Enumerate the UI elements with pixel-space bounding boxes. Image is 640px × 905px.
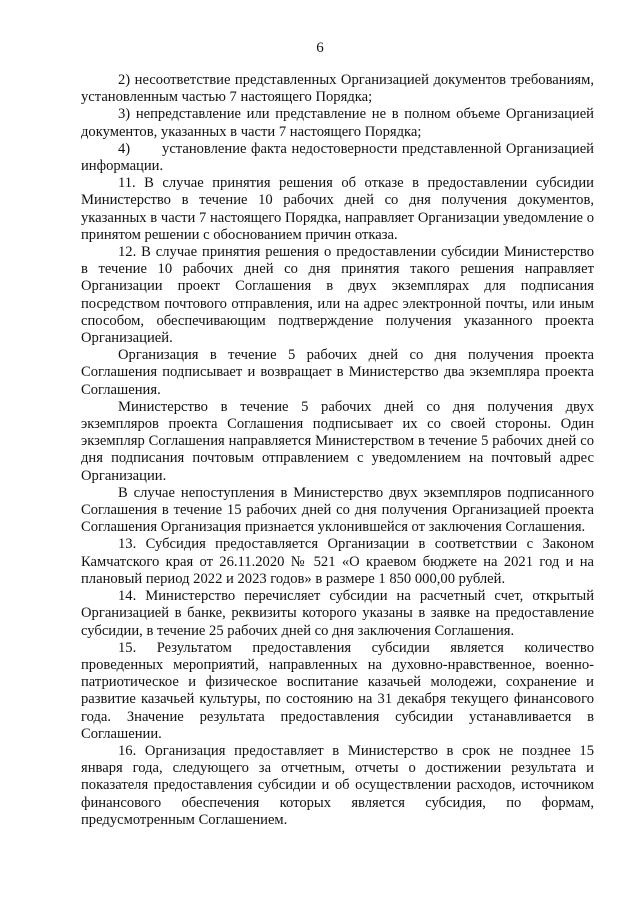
paragraph-section-15: 15. Результатом предоставления субсидии является количество проведенных мероприятий, направленных на духовно-нравственное, военно-патриотическое и физическое воспитание казачьей молодежи, сохранение и развитие казачьей культуры, по состоянию на 31 декабря текущего финансового года. Значение результата предоставления субсидии устанавливается в Соглашении. bbox=[81, 639, 594, 742]
paragraph-item-2: 2) несоответствие представленных Организацией документов требованиям, установленным частью 7 настоящего Порядка; bbox=[81, 72, 594, 106]
paragraph-section-12-ministry: Министерство в течение 5 рабочих дней со дня получения двух экземпляров проекта Соглашения подписывает их со своей стороны. Один экземпляр Соглашения направляется Министерством в течение 5 рабочих дней со дня подписания почтовым отправлением с уведомлением на почтовый адрес Организации. bbox=[81, 398, 594, 484]
page-number: 6 bbox=[316, 40, 324, 56]
paragraph-section-11: 11. В случае принятия решения об отказе в предоставлении субсидии Министерство в течение 10 рабочих дней со дня получения документов, указанных в части 7 настоящего Порядка, направляет Организации уведомление о принятом решении с обоснованием причин отказа. bbox=[81, 175, 594, 243]
paragraph-section-12-return: Организация в течение 5 рабочих дней со дня получения проекта Соглашения подписывает и возвращает в Министерство два экземпляра проекта Соглашения. bbox=[81, 347, 594, 398]
paragraph-section-16: 16. Организация предоставляет в Министерство в срок не позднее 15 января года, следующего за отчетным, отчеты о достижении результата и показателя предоставления субсидии и об осуществлении расходов, источником финансового обеспечения которых является субсидия, по формам, предусмотренным Соглашением. bbox=[81, 742, 594, 828]
paragraph-item-4: 4) установление факта недостоверности представленной Организацией информации. bbox=[81, 140, 594, 175]
paragraph-section-13: 13. Субсидия предоставляется Организации в соответствии с Законом Камчатского края от 26.11.2020 № 521 «О краевом бюджете на 2021 год и на плановый период 2022 и 2023 годов» в размере 1 850 000,00 рублей. bbox=[81, 536, 594, 587]
paragraph-item-3: 3) непредставление или представление не в полном объеме Организацией документов, указанных в части 7 настоящего Порядка; bbox=[81, 106, 594, 140]
paragraph-section-12: 12. В случае принятия решения о предоставлении субсидии Министерство в течение 10 рабочих дней со дня принятия такого решения направляет Организации проект Соглашения в двух экземплярах для подписания посредством почтового отправления, или на адрес электронной почты, или иным способом, обеспечивающим подтверждение получения указанного проекта Организацией. bbox=[81, 244, 594, 347]
paragraph-section-14: 14. Министерство перечисляет субсидии на расчетный счет, открытый Организацией в банке, реквизиты которого указаны в заявке на предоставление субсидии, в течение 25 рабочих дней со дня заключения Соглашения. bbox=[81, 588, 594, 639]
paragraph-section-12-non-receipt: В случае непоступления в Министерство двух экземпляров подписанного Соглашения в течение 15 рабочих дней со дня получения Организацией проекта Соглашения Организация признается уклонившейся от заключения Соглашения. bbox=[81, 484, 594, 536]
document-body bbox=[81, 72, 594, 829]
